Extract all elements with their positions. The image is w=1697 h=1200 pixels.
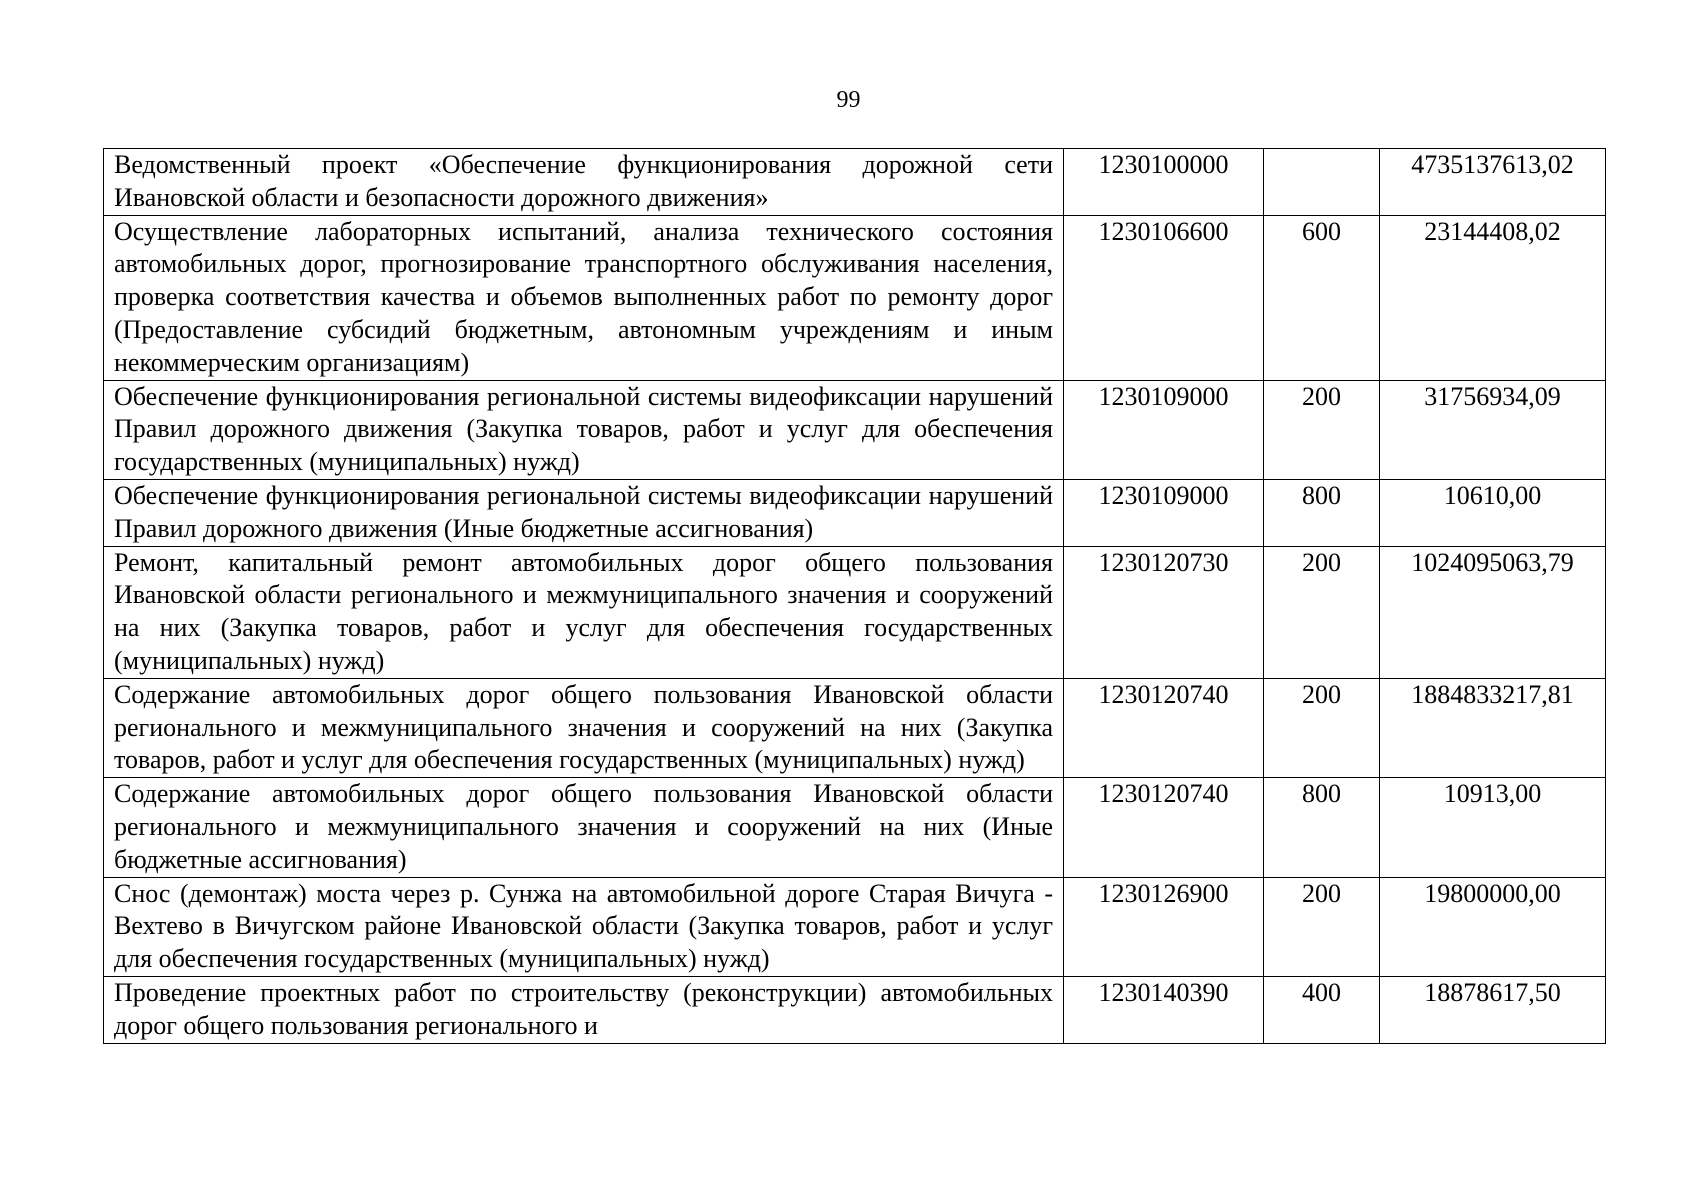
row-name-cell: Содержание автомобильных дорог общего пользования Ивановской области регионального и межмуниципального значения и сооружений на них (Закупка товаров, работ и услуг для обеспечения государственных (муниципальных) нужд) [104, 678, 1064, 777]
table-row [104, 678, 1606, 777]
row-name-cell: Содержание автомобильных дорог общего пользования Ивановской области регионального и межмуниципального значения и сооружений на них (Иные бюджетные ассигнования) [104, 778, 1064, 877]
table-row [104, 778, 1606, 877]
table-row [104, 215, 1606, 380]
row-expense-type-cell: 800 [1264, 778, 1380, 877]
table-row [104, 479, 1606, 546]
row-code-cell: 1230126900 [1064, 877, 1264, 976]
table-row [104, 380, 1606, 479]
row-expense-type-cell: 200 [1264, 678, 1380, 777]
row-expense-type-cell: 200 [1264, 380, 1380, 479]
table-row [104, 149, 1606, 216]
row-amount-cell: 1884833217,81 [1380, 678, 1606, 777]
row-expense-type-cell [1264, 149, 1380, 216]
row-name-cell: Обеспечение функционирования региональной системы видеофиксации нарушений Правил дорожного движения (Иные бюджетные ассигнования) [104, 479, 1064, 546]
row-code-cell: 1230100000 [1064, 149, 1264, 216]
row-code-cell: 1230140390 [1064, 976, 1264, 1043]
row-name-cell: Обеспечение функционирования региональной системы видеофиксации нарушений Правил дорожного движения (Закупка товаров, работ и услуг для обеспечения государственных (муниципальных) нужд) [104, 380, 1064, 479]
row-name-cell: Ведомственный проект «Обеспечение функционирования дорожной сети Ивановской области и безопасности дорожного движения» [104, 149, 1064, 216]
row-amount-cell: 10913,00 [1380, 778, 1606, 877]
row-name-cell: Проведение проектных работ по строительству (реконструкции) автомобильных дорог общего пользования регионального и [104, 976, 1064, 1043]
row-amount-cell: 19800000,00 [1380, 877, 1606, 976]
row-code-cell: 1230120730 [1064, 546, 1264, 678]
row-code-cell: 1230109000 [1064, 479, 1264, 546]
row-expense-type-cell: 400 [1264, 976, 1380, 1043]
row-expense-type-cell: 600 [1264, 215, 1380, 380]
row-name-cell: Снос (демонтаж) моста через р. Сунжа на автомобильной дороге Старая Вичуга - Вехтево в Вичугском районе Ивановской области (Закупка товаров, работ и услуг для обеспечения государственных (муниципальных) нужд) [104, 877, 1064, 976]
table-row [104, 976, 1606, 1043]
row-code-cell: 1230109000 [1064, 380, 1264, 479]
row-amount-cell: 18878617,50 [1380, 976, 1606, 1043]
row-amount-cell: 31756934,09 [1380, 380, 1606, 479]
row-name-cell: Осуществление лабораторных испытаний, анализа технического состояния автомобильных дорог, прогнозирование транспортного обслуживания населения, проверка соответствия качества и объемов выполненных работ по ремонту дорог (Предоставление субсидий бюджетным, автономным учреждениям и иным некоммерческим организациям) [104, 215, 1064, 380]
table-row [104, 877, 1606, 976]
budget-table [103, 148, 1606, 1044]
row-amount-cell: 4735137613,02 [1380, 149, 1606, 216]
table-row [104, 546, 1606, 678]
row-expense-type-cell: 200 [1264, 546, 1380, 678]
page-number: 99 [836, 87, 861, 113]
row-expense-type-cell: 200 [1264, 877, 1380, 976]
row-amount-cell: 1024095063,79 [1380, 546, 1606, 678]
row-code-cell: 1230106600 [1064, 215, 1264, 380]
row-amount-cell: 23144408,02 [1380, 215, 1606, 380]
row-code-cell: 1230120740 [1064, 678, 1264, 777]
row-name-cell: Ремонт, капитальный ремонт автомобильных дорог общего пользования Ивановской области регионального и межмуниципального значения и сооружений на них (Закупка товаров, работ и услуг для обеспечения государственных (муниципальных) нужд) [104, 546, 1064, 678]
row-code-cell: 1230120740 [1064, 778, 1264, 877]
row-expense-type-cell: 800 [1264, 479, 1380, 546]
row-amount-cell: 10610,00 [1380, 479, 1606, 546]
